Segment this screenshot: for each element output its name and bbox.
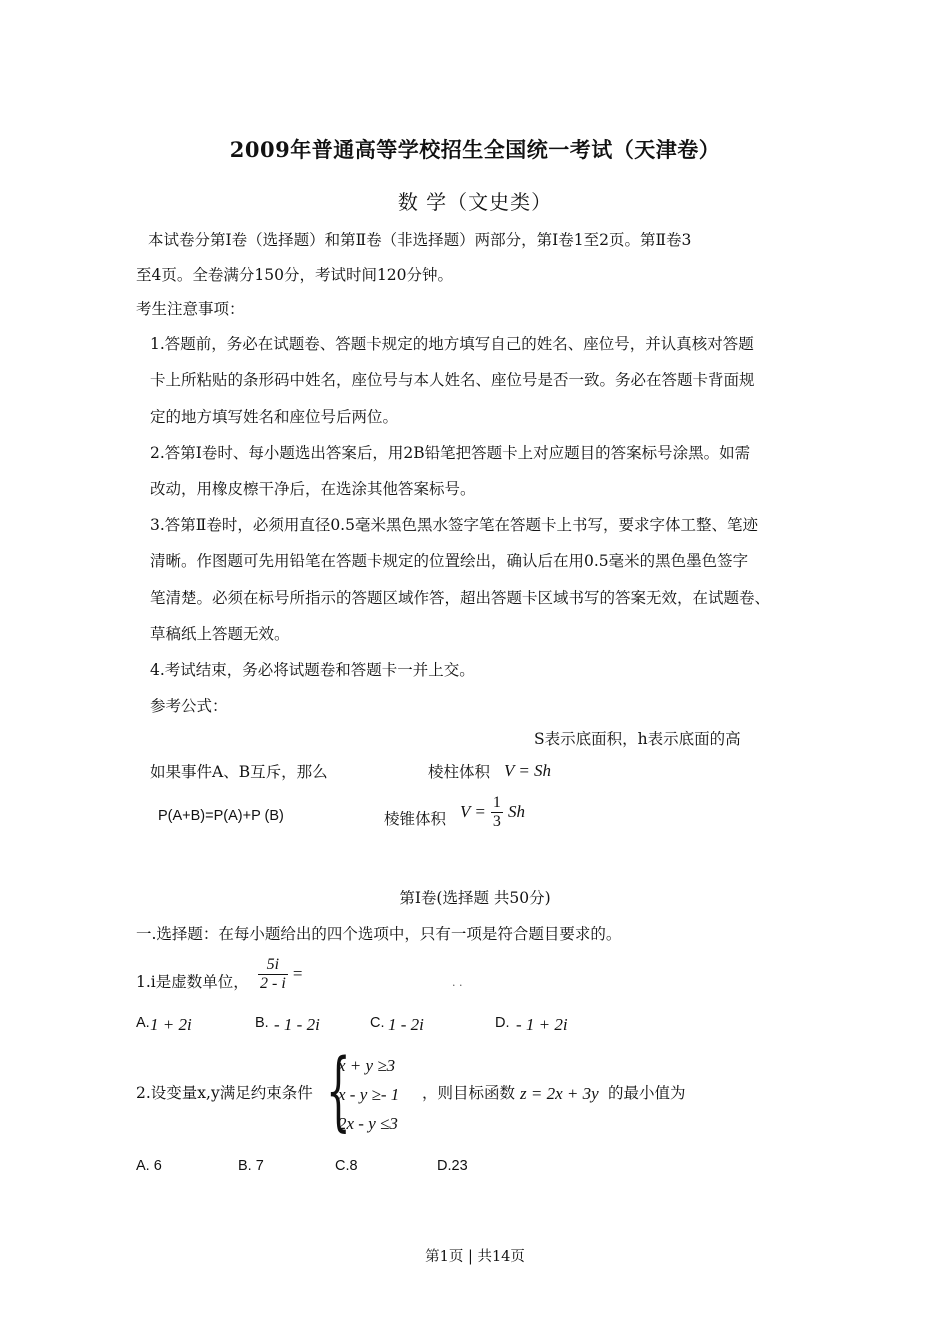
q2-option-c <box>335 1158 358 1174</box>
section-instruction: 一.选择题：在每小题给出的四个选项中，只有一项是符合题目要求的。 <box>136 925 622 943</box>
fraction-one-third <box>491 794 503 830</box>
page-footer: 第1页 | 共14页 <box>425 1249 525 1265</box>
constraint-brace: { <box>326 1041 351 1141</box>
q1-dots: . . <box>452 976 463 989</box>
intro-line-1: 本试卷分第Ⅰ卷（选择题）和第Ⅱ卷（非选择题）两部分，第Ⅰ卷1至2页。第Ⅱ卷3 <box>148 231 692 249</box>
formula-heading: 参考公式： <box>150 697 228 715</box>
event-formula: P(A+B)=P(A)+P (B) <box>158 808 284 824</box>
notice-line: 定的地方填写姓名和座位号后两位。 <box>150 408 399 426</box>
q2-option-c-value: 8 <box>349 1158 358 1174</box>
q2-option-d-value: 23 <box>451 1158 468 1174</box>
section-title: 第Ⅰ卷(选择题 共50分) <box>399 889 551 907</box>
q1-option-d-value: - 1 + 2i <box>516 1015 568 1034</box>
notice-line: 卡上所粘贴的条形码中姓名，座位号与本人姓名、座位号是否一致。务必在答题卡背面规 <box>150 371 755 389</box>
q2-option-c-label: C. <box>335 1158 350 1174</box>
formula-s-note: S表示底面积，h表示底面的高 <box>534 730 741 748</box>
pyramid-formula <box>460 794 525 830</box>
q1-equals: = <box>292 964 303 984</box>
q2-stem: 2.设变量x,y满足约束条件 <box>136 1084 313 1102</box>
pyramid-sh: Sh <box>508 802 525 822</box>
q2-option-d <box>437 1158 468 1174</box>
q1-denominator: 2 - i <box>260 974 286 992</box>
q1-option-c-label: C. <box>370 1015 385 1031</box>
q2-option-a-label: A. <box>136 1158 150 1174</box>
notice-line: 2.答第Ⅰ卷时、每小题选出答案后，用2B铅笔把答题卡上对应题目的答案标号涂黑。如需 <box>150 444 751 462</box>
q1-option-c-value: 1 - 2i <box>388 1015 424 1034</box>
prism-label: 棱柱体积 <box>428 763 491 781</box>
q1-numerator: 5i <box>258 956 288 975</box>
q1-option-b-label: B. <box>255 1015 269 1031</box>
q1-expression <box>258 956 302 992</box>
notice-line: 3.答第Ⅱ卷时，必须用直径0.5毫米黑色黑水签字笔在答题卡上书写，要求字体工整、笔迹 <box>150 516 758 534</box>
q2-option-a-value: 6 <box>153 1158 162 1174</box>
q2-middle: ，则目标函数 <box>422 1084 516 1102</box>
notice-line: 4.考试结束，务必将试题卷和答题卡一并上交。 <box>150 661 475 679</box>
q1-option-b-value: - 1 - 2i <box>274 1015 320 1034</box>
q2-option-b-label: B. <box>238 1158 252 1174</box>
fraction-denominator: 3 <box>492 812 501 830</box>
q2-objective: z = 2x + 3y <box>520 1084 599 1103</box>
notice-line: 草稿纸上答题无效。 <box>150 625 290 643</box>
page-title: 2009年普通高等学校招生全国统一考试（天津卷） <box>229 137 721 162</box>
q1-fraction <box>258 956 288 992</box>
intro-line-2: 至4页。全卷满分150分，考试时间120分钟。 <box>136 266 454 284</box>
prism-formula: V = Sh <box>504 761 552 780</box>
q1-option-a-value: 1 + 2i <box>150 1015 192 1034</box>
q2-option-b <box>238 1158 264 1174</box>
fraction-numerator: 1 <box>492 794 501 811</box>
constraint-line: 2x - y ≤3 <box>338 1114 398 1133</box>
q2-tail: 的最小值为 <box>608 1084 686 1102</box>
q2-option-b-value: 7 <box>255 1158 264 1174</box>
q1-stem: 1.i是虚数单位， <box>136 973 249 991</box>
page-subtitle: 数 学（文史类） <box>397 190 553 214</box>
q1-option-d-label: D. <box>495 1015 510 1031</box>
notice-line: 改动，用橡皮檫干净后，在选涂其他答案标号。 <box>150 480 476 498</box>
notice-line: 清晰。作图题可先用铅笔在答题卡规定的位置绘出，确认后在用0.5毫米的黑色墨色签字 <box>150 552 749 570</box>
notice-line: 笔清楚。必须在标号所指示的答题区域作答，超出答题卡区域书写的答案无效，在试题卷、 <box>150 589 771 607</box>
event-text: 如果事件A、B互斥，那么 <box>150 763 328 781</box>
pyramid-v: V = <box>460 802 486 822</box>
constraint-line: x - y ≥- 1 <box>338 1085 400 1104</box>
q1-option-a-label: A. <box>136 1015 150 1031</box>
constraint-line: x + y ≥3 <box>338 1056 396 1075</box>
notice-line: 1.答题前，务必在试题卷、答题卡规定的地方填写自己的姓名、座位号，并认真核对答题 <box>150 335 754 353</box>
notice-heading: 考生注意事项： <box>136 300 245 318</box>
q2-option-d-label: D. <box>437 1158 452 1174</box>
q2-option-a <box>136 1158 162 1174</box>
pyramid-label: 棱锥体积 <box>384 810 447 828</box>
